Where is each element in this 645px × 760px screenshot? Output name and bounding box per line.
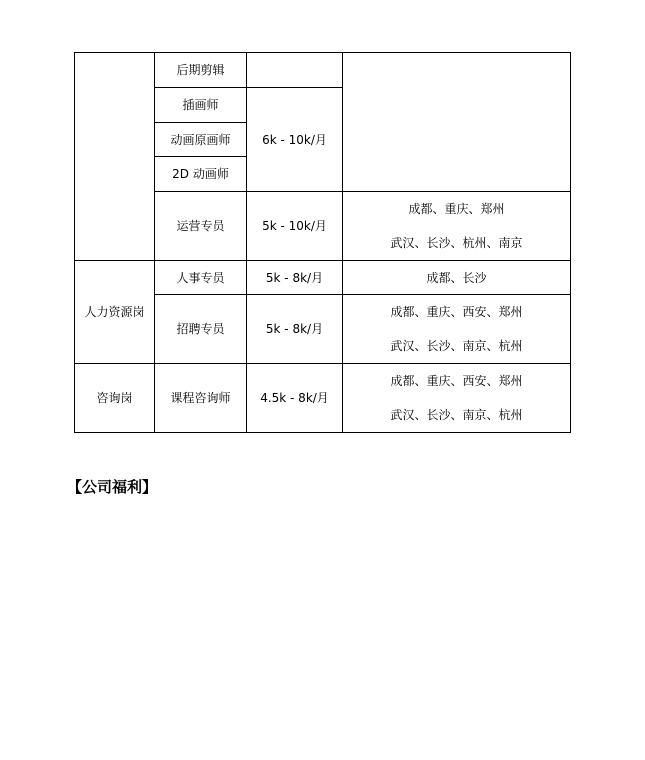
location-line: 成都、重庆、郑州 [408, 202, 505, 216]
location-cell [343, 53, 571, 192]
salary-cell: 5k - 8k/月 [247, 295, 343, 364]
location-line: 武汉、长沙、杭州、南京 [390, 236, 523, 250]
location-cell [343, 295, 571, 364]
location-line: 武汉、长沙、南京、杭州 [390, 339, 523, 353]
location-line: 成都、重庆、西安、郑州 [390, 374, 523, 388]
location-cell [343, 261, 571, 295]
salary-cell: 4.5k - 8k/月 [247, 364, 343, 433]
location-cell [343, 364, 571, 433]
table-row [75, 364, 571, 433]
position-cell: 招聘专员 [155, 295, 247, 364]
location-cell [343, 192, 571, 261]
position-cell: 2D 动画师 [155, 157, 247, 192]
category-cell [75, 53, 155, 261]
position-cell: 课程咨询师 [155, 364, 247, 433]
salary-cell: 5k - 8k/月 [247, 261, 343, 295]
section-title: 【公司福利】 [67, 478, 158, 496]
location-line: 成都、长沙 [426, 270, 487, 285]
job-table [74, 52, 571, 433]
category-cell: 咨询岗 [75, 364, 155, 433]
position-cell: 人事专员 [155, 261, 247, 295]
location-line: 成都、重庆、西安、郑州 [390, 305, 523, 319]
table-row [75, 53, 571, 88]
salary-cell: 5k - 10k/月 [247, 192, 343, 261]
table-row [75, 261, 571, 295]
location-line: 武汉、长沙、南京、杭州 [390, 408, 523, 422]
category-cell: 人力资源岗 [75, 261, 155, 364]
position-cell: 运营专员 [155, 192, 247, 261]
position-cell: 插画师 [155, 88, 247, 123]
salary-cell: 6k - 10k/月 [247, 88, 343, 192]
position-cell: 动画原画师 [155, 123, 247, 157]
salary-cell [247, 53, 343, 88]
position-cell: 后期剪辑 [155, 53, 247, 88]
